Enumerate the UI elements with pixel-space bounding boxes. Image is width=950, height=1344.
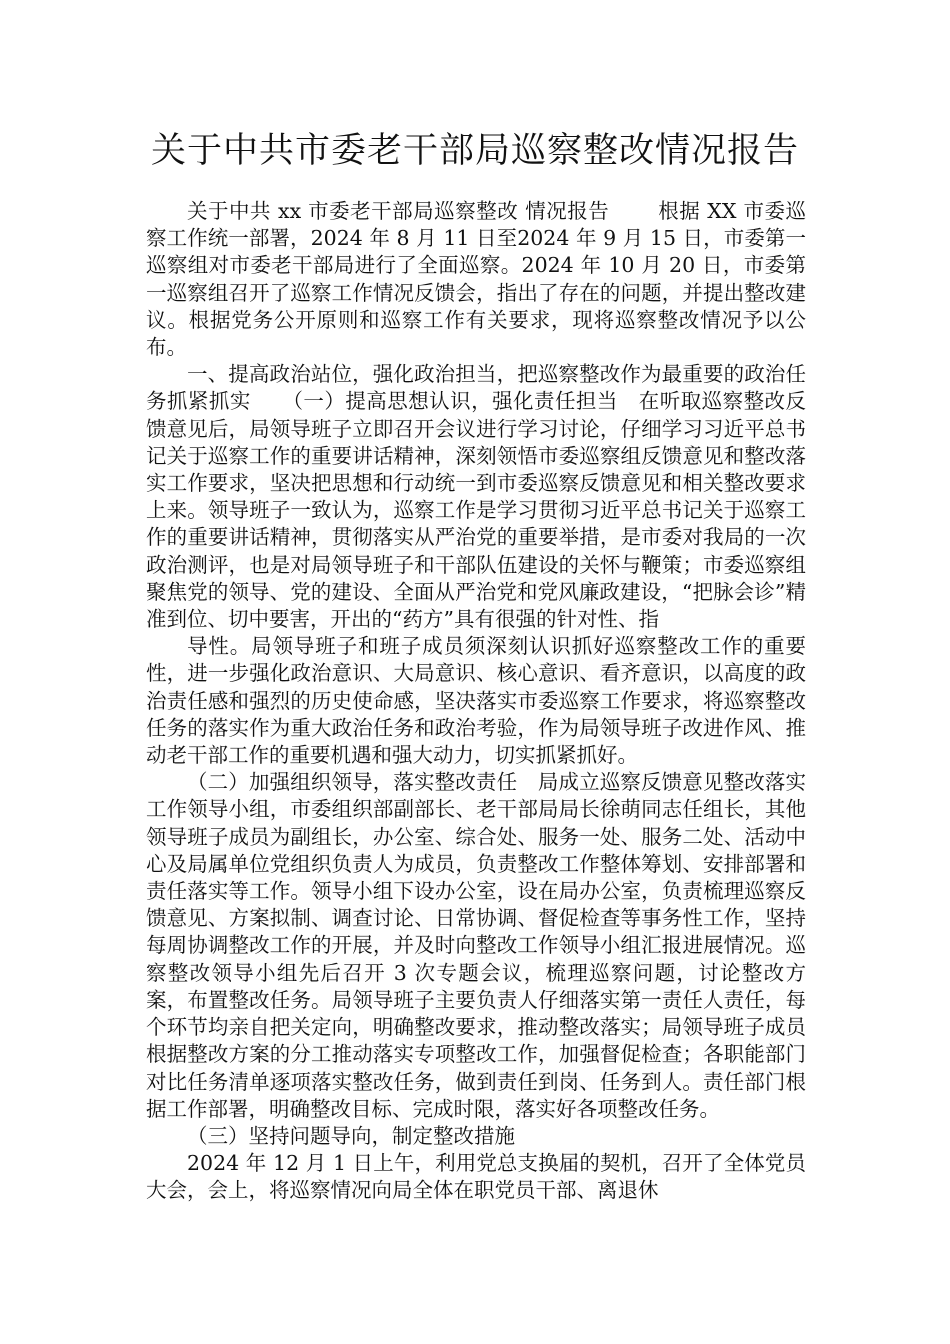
document-body — [146, 198, 806, 1205]
document-title: 关于中共市委老干部局巡察整改情况报告 — [150, 131, 799, 171]
paragraph-section-3-body: 2024 年 12 月 1 日上午，利用党总支换届的契机，召开了全体党员大会，会上，将巡察情况向局全体在职党员干部、离退休 — [146, 1151, 806, 1203]
paragraph-section-3-heading: （三）坚持问题导向，制定整改措施 — [187, 1123, 515, 1148]
paragraph-intro: 关于中共 xx 市委老干部局巡察整改 情况报告 根据 XX 市委巡察工作统一部署，2024 年 8 月 11 日至2024 年 9 月 15 日，市委第一巡察组对市委老干部局进行了全面巡察。2024 年 10 月 20 日，市委第一巡察组召开了巡察工作情况反馈会，指出了存在的问题，并提出整改建议。根据党务公开原则和巡察工作有关要求，现将巡察整改情况予以公布。 — [146, 199, 806, 360]
paragraph-section-2: （二）加强组织领导，落实整改责任 局成立巡察反馈意见整改落实工作领导小组，市委组织部副部长、老干部局局长徐萌同志任组长，其他领导班子成员为副组长，办公室、综合处、服务一处、服务二处、活动中心及局属单位党组织负责人为成员，负责整改工作整体筹划、安排部署和责任落实等工作。领导小组下设办公室，设在局办公室，负责梳理巡察反馈意见、方案拟制、调查讨论、日常协调、督促检查等事务性工作，坚持每周协调整改工作的开展，并及时向整改工作领导小组汇报进展情况。巡察整改领导小组先后召开 3 次专题会议，梳理巡察问题，讨论整改方案，布置整改任务。局领导班子主要负责人仔细落实第一责任人责任，每个环节均亲自把关定向，明确整改要求，推动整改落实；局领导班子成员根据整改方案的分工推动落实专项整改工作，加强督促检查；各职能部门对比任务清单逐项落实整改任务，做到责任到岗、任务到人。责任部门根据工作部署，明确整改目标、完成时限，落实好各项整改任务。 — [146, 770, 806, 1121]
paragraph-section-1-continued: 导性。局领导班子和班子成员须深刻认识抓好巡察整改工作的重要性，进一步强化政治意识、大局意识、核心意识、看齐意识，以高度的政治责任感和强烈的历史使命感，坚决落实市委巡察工作要求，将巡察整改任务的落实作为重大政治任务和政治考验，作为局领导班子改进作风、推动老干部工作的重要机遇和强大动力，切实抓紧抓好。 — [146, 634, 806, 768]
paragraph-section-1: 一、提高政治站位，强化政治担当，把巡察整改作为最重要的政治任务抓紧抓实 （一）提高思想认识，强化责任担当 在听取巡察整改反馈意见后，局领导班子立即召开会议进行学习讨论，仔细学习习近平总书记关于巡察工作的重要讲话精神，深刻领悟市委巡察组反馈意见和整改落实工作要求，坚决把思想和行动统一到市委巡察反馈意见和相关整改要求上来。领导班子一致认为，巡察工作是学习贯彻习近平总书记关于巡察工作的重要讲话精神，贯彻落实从严治党的重要举措，是市委对我局的一次政治测评，也是对局领导班子和干部队伍建设的关怀与鞭策；市委巡察组聚焦党的领导、党的建设、全面从严治党和党风廉政建设，“把脉会诊”精准到位、切中要害，开出的“药方”具有很强的针对性、指 — [146, 362, 806, 632]
